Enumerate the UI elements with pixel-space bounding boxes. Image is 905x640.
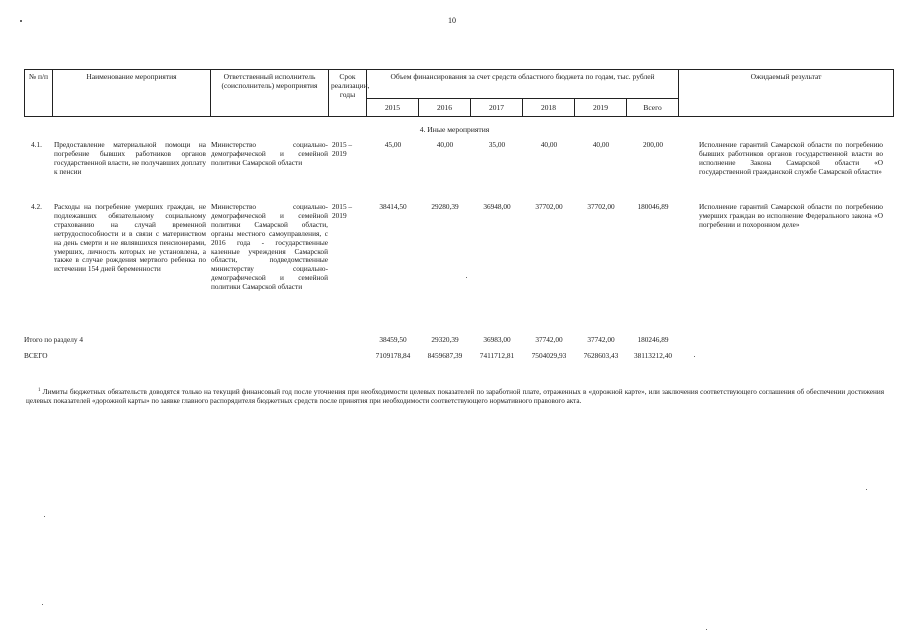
row-responsible: Министерство социально-демографической и семейной политики Самарской области, органы местного самоуправления, с 2016 года - государственные казенные учреждения Самарской области, подведомственные министерству социально-демографической и семейной политики Самарской области [211,202,328,292]
row-name: Расходы на погребение умерших граждан, не подлежавших обязательному социальному страхованию на случай временной нетрудоспособности и в связи с материнством на день смерти и не являвшихся пенсионерами, умерших, личность которых не установлена, а также в случае рождения мертвого ребенка по истечении 154 дней беременности [54,202,206,274]
value-2016: 40,00 [436,140,454,149]
header-num: № п/п [25,70,53,117]
footnote-marker: 1 [38,388,41,393]
subtotal-2015: 38459,50 [379,335,407,344]
value-total: 180046,89 [637,202,669,211]
value-2018: 37702,00 [535,202,563,211]
header-responsible: Ответственный исполнитель (соисполнитель) мероприятия [211,70,329,117]
section-title: 4. Иные мероприятия [419,125,490,134]
value-2019: 40,00 [592,140,610,149]
scan-speck [44,516,45,517]
value-2018: 40,00 [540,140,558,149]
header-total: Всего [627,99,679,117]
row-term: 2015 – 2019 [332,202,353,220]
row-responsible: Министерство социально-демографической и семейной политики Самарской области [211,140,328,167]
header-year: 2019 [575,99,627,117]
scan-speck [466,277,467,278]
header-name: Наименование мероприятия [53,70,211,117]
subtotal-total: 180246,89 [637,335,669,344]
subtotal-2018: 37742,00 [535,335,563,344]
header-year: 2016 [419,99,471,117]
value-2015: 38414,50 [379,202,407,211]
total-label: ВСЕГО [24,351,48,360]
total-2018: 7504029,93 [531,351,567,360]
scan-speck [706,629,707,630]
total-2017: 7411712,81 [479,351,515,360]
header-year: 2015 [367,99,419,117]
value-2016: 29280,39 [431,202,459,211]
scan-speck [694,356,695,357]
header-year: 2018 [523,99,575,117]
value-total: 200,00 [642,140,664,149]
value-2015: 45,00 [384,140,402,149]
scan-speck [866,489,867,490]
scan-speck [42,604,43,605]
page-number: 10 [448,16,456,25]
total-2016: 8459687,39 [427,351,463,360]
header-result: Ожидаемый результат [679,70,894,117]
footnote [26,386,884,407]
value-2017: 36948,00 [483,202,511,211]
total-2019: 7628603,43 [583,351,619,360]
value-2019: 37702,00 [587,202,615,211]
total-total: 38113212,40 [633,351,673,360]
subtotal-2017: 36983,00 [483,335,511,344]
scan-mark [20,20,22,22]
table-header [24,69,894,117]
header-term: Срок реализации, годы [329,70,367,117]
header-funding: Объем финансирования за счет средств областного бюджета по годам, тыс. рублей [367,70,679,99]
row-result: Исполнение гарантий Самарской области по погребению бывших работников органов государственной власти во исполнение Закона Самарской области «О государственной гражданской службе Самарской области» [699,140,883,176]
total-2015: 7109178,84 [375,351,411,360]
header-year: 2017 [471,99,523,117]
row-number: 4.2. [31,202,42,211]
value-2017: 35,00 [488,140,506,149]
subtotal-2019: 37742,00 [587,335,615,344]
row-result: Исполнение гарантий Самарской области по погребению умерших граждан во исполнение Федерального закона «О погребении и похоронном деле» [699,202,883,229]
row-number: 4.1. [31,140,42,149]
row-name: Предоставление материальной помощи на погребение бывших работников органов государственной власти, не получавших доплату к пенсии [54,140,206,176]
subtotal-2016: 29320,39 [431,335,459,344]
subtotal-label: Итого по разделу 4 [24,335,84,344]
row-term: 2015 – 2019 [332,140,353,158]
footnote-text: Лимиты бюджетных обязательств доводятся только на текущий финансовый год после уточнения при необходимости целевых показателей по заработной плате, отраженных в «дорожной карте», или заключения соответствующего соглашения об обеспечении достижения целевых показателей «дорожной карты» по заявке главного распорядителя бюджетных средств после принятия при необходимости соответствующего нормативного правового акта. [26,388,885,406]
